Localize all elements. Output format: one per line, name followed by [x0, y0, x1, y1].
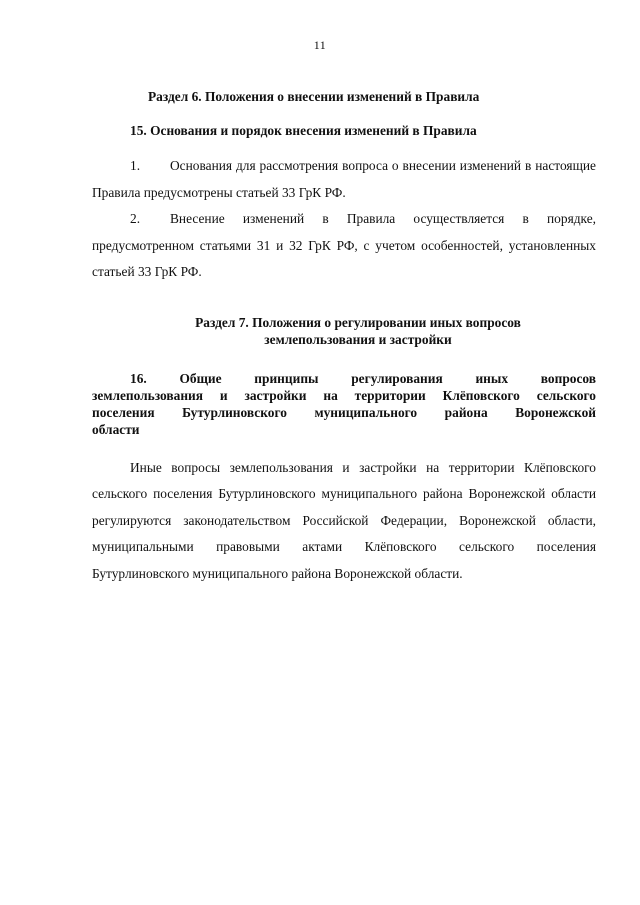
article-16-body: Иные вопросы землепользования и застройки на территории Клёповского сельского поселения Бутурлиновского муниципального района Воронежской области регулируются законодательством Российской Федерации, Воронежской области, муниципальными правовыми актами Клёповского сельского поселения Бутурлиновского муниципального района Воронежской области. — [92, 459, 596, 581]
article-15-heading: 15. Основания и порядок внесения изменений в Правила — [130, 123, 477, 138]
section-7-title-line-2: землепользования и застройки — [264, 331, 452, 347]
article-16-heading-line-3: поселения Бутурлиновского муниципального района Воронежской — [92, 404, 596, 420]
list-item — [92, 206, 596, 286]
section-7-title — [92, 314, 596, 348]
list-item-number: 2. — [130, 211, 141, 226]
section-7-title-line-1: Раздел 7. Положения о регулировании иных вопросов — [195, 314, 521, 330]
article-15-items — [92, 153, 596, 286]
list-item-number: 1. — [130, 158, 141, 173]
article-16-heading-line-4: области — [92, 421, 140, 437]
article-16-heading-line-2: землепользования и застройки на территории Клёповского сельского — [92, 387, 596, 403]
section-spacer — [92, 286, 596, 314]
article-16-heading — [92, 370, 596, 438]
list-item-text: Внесение изменений в Правила осуществляется в порядке, предусмотренном статьями 31 и 32 ГрК РФ, с учетом особенностей, установленных статьей 33 ГрК РФ. — [92, 211, 596, 279]
page-content — [92, 88, 596, 587]
section-6-title: Раздел 6. Положения о внесении изменений в Правила — [148, 89, 480, 104]
list-item-text: Основания для рассмотрения вопроса о внесении изменений в настоящие Правила предусмотрены статьей 33 ГрК РФ. — [92, 158, 596, 200]
list-item — [92, 153, 596, 206]
article-16-heading-line-1: 16. Общие принципы регулирования иных вопросов — [130, 370, 596, 386]
page-number: 11 — [313, 38, 327, 52]
